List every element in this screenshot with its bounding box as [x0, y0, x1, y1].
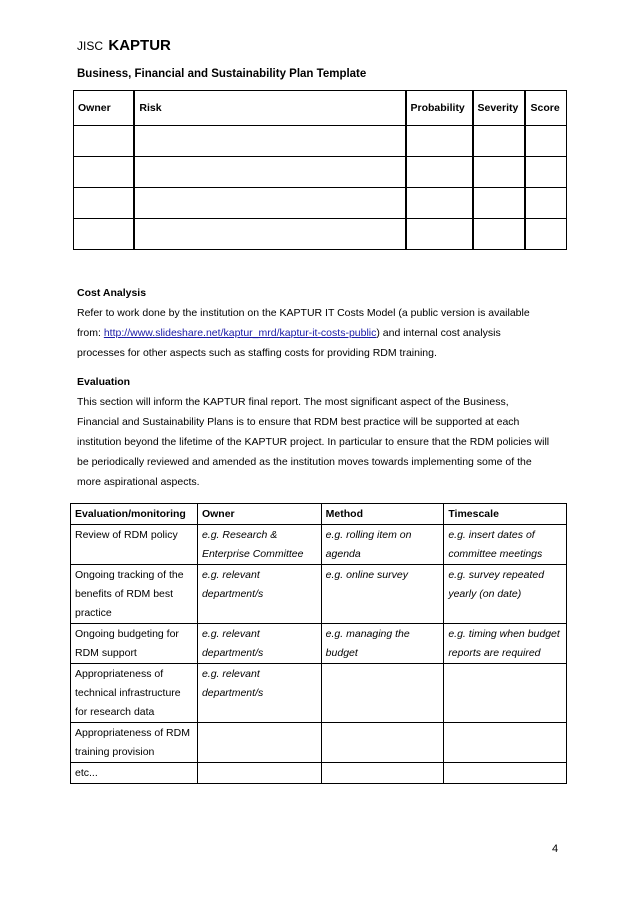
table-row — [71, 525, 567, 565]
risk-header-score: Score — [525, 91, 566, 126]
owner-cell: e.g. relevant department/s — [197, 624, 321, 664]
risk-header-risk: Risk — [134, 91, 405, 126]
header-org: JISC — [77, 39, 104, 53]
risk-owner-cell — [74, 126, 135, 157]
document-title: Business, Financial and Sustainability Plan Template — [77, 68, 367, 80]
risk-severity-cell — [473, 188, 526, 219]
evaluation-line: be periodically reviewed and amended as the institution moves towards implementing some of the — [77, 456, 532, 468]
table-row — [71, 723, 567, 763]
timescale-cell — [444, 763, 567, 784]
risk-risk-cell — [134, 126, 405, 157]
timescale-cell: e.g. timing when budget reports are required — [444, 624, 567, 664]
costs-model-link[interactable]: http://www.slideshare.net/kaptur_mrd/kaptur-it-costs-public — [103, 327, 377, 339]
cost-analysis-text-2b: ) and internal cost analysis — [376, 327, 501, 339]
monitoring-cell: etc... — [71, 763, 198, 784]
risk-probability-cell — [406, 157, 473, 188]
evaluation-line: institution beyond the lifetime of the KAPTUR project. In particular to ensure that the RDM policies will — [77, 436, 550, 448]
risk-table — [73, 90, 567, 250]
table-row — [71, 565, 567, 624]
cost-analysis-text-2 — [77, 323, 567, 343]
timescale-cell — [444, 723, 567, 763]
cost-analysis-text-3: processes for other aspects such as staffing costs for providing RDM training. — [77, 347, 437, 359]
eval-header-monitoring: Evaluation/monitoring — [71, 504, 198, 525]
owner-cell: e.g. relevant department/s — [197, 565, 321, 624]
eval-header-method: Method — [321, 504, 444, 525]
eval-header-owner: Owner — [197, 504, 321, 525]
risk-owner-cell — [74, 219, 135, 250]
risk-header-severity: Severity — [473, 91, 526, 126]
owner-cell: e.g. Research & Enterprise Committee — [197, 525, 321, 565]
owner-cell: e.g. relevant department/s — [197, 664, 321, 723]
risk-risk-cell — [134, 219, 405, 250]
cost-analysis-text-1: Refer to work done by the institution on the KAPTUR IT Costs Model (a public version is available — [77, 307, 530, 319]
method-cell: e.g. managing the budget — [321, 624, 444, 664]
risk-severity-cell — [473, 219, 526, 250]
method-cell — [321, 664, 444, 723]
risk-probability-cell — [406, 188, 473, 219]
monitoring-cell: Appropriateness of RDM training provision — [71, 723, 198, 763]
risk-score-cell — [525, 188, 566, 219]
risk-risk-cell — [134, 188, 405, 219]
method-cell — [321, 723, 444, 763]
risk-table-row — [74, 126, 567, 157]
risk-score-cell — [525, 126, 566, 157]
risk-table-row — [74, 219, 567, 250]
timescale-cell — [444, 664, 567, 723]
risk-risk-cell — [134, 157, 405, 188]
monitoring-cell: Ongoing budgeting for RDM support — [71, 624, 198, 664]
monitoring-cell: Review of RDM policy — [71, 525, 198, 565]
risk-severity-cell — [473, 157, 526, 188]
evaluation-line: Financial and Sustainability Plans is to ensure that RDM best practice will be supported at each — [77, 416, 520, 428]
table-row — [71, 624, 567, 664]
table-row — [71, 664, 567, 723]
evaluation-line: more aspirational aspects. — [77, 476, 200, 488]
risk-probability-cell — [406, 219, 473, 250]
cost-analysis-heading: Cost Analysis — [77, 287, 147, 299]
risk-table-row — [74, 188, 567, 219]
evaluation-line: This section will inform the KAPTUR final report. The most significant aspect of the Business, — [77, 396, 509, 408]
page-number: 4 — [552, 843, 559, 855]
risk-score-cell — [525, 219, 566, 250]
risk-probability-cell — [406, 126, 473, 157]
risk-table-header-row — [74, 91, 567, 126]
risk-owner-cell — [74, 157, 135, 188]
method-cell — [321, 763, 444, 784]
owner-cell — [197, 763, 321, 784]
header-brand: KAPTUR — [108, 37, 171, 54]
cost-analysis-section — [77, 283, 567, 363]
monitoring-cell: Appropriateness of technical infrastructure for research data — [71, 664, 198, 723]
page-header — [77, 37, 171, 54]
risk-header-owner: Owner — [74, 91, 135, 126]
risk-table-row — [74, 157, 567, 188]
owner-cell — [197, 723, 321, 763]
method-cell: e.g. online survey — [321, 565, 444, 624]
timescale-cell: e.g. insert dates of committee meetings — [444, 525, 567, 565]
table-row — [71, 763, 567, 784]
risk-owner-cell — [74, 188, 135, 219]
cost-analysis-text-2a: from: — [77, 327, 104, 339]
monitoring-cell: Ongoing tracking of the benefits of RDM best practice — [71, 565, 198, 624]
evaluation-heading: Evaluation — [77, 376, 131, 388]
evaluation-section — [77, 372, 567, 492]
evaluation-table — [70, 503, 567, 784]
risk-header-probability: Probability — [406, 91, 473, 126]
eval-header-timescale: Timescale — [444, 504, 567, 525]
risk-severity-cell — [473, 126, 526, 157]
timescale-cell: e.g. survey repeated yearly (on date) — [444, 565, 567, 624]
eval-table-header-row — [71, 504, 567, 525]
risk-score-cell — [525, 157, 566, 188]
method-cell: e.g. rolling item on agenda — [321, 525, 444, 565]
